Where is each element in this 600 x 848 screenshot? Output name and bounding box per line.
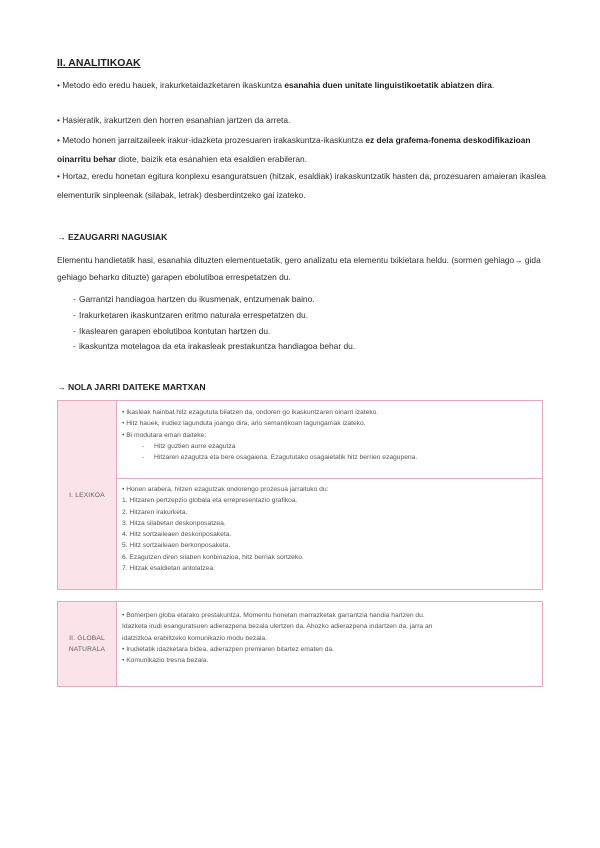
cell-line: • Irudietatik idazketara bidea, adierazpen premiaren bitartez ematen da. bbox=[122, 645, 335, 653]
sub-dash: - bbox=[142, 454, 145, 462]
global-label-line-1: II. GLOBAL bbox=[69, 635, 105, 642]
step-line: 2. Hitzaren irakurketa. bbox=[122, 508, 188, 516]
list-item bbox=[57, 339, 537, 355]
lexica-label: I. LEXIKOA bbox=[69, 492, 105, 499]
lexica-label-cell bbox=[58, 401, 117, 589]
step-line: 6. Ezagutzen diren silaben konbinazioa, hitz berriak sortzeko. bbox=[122, 553, 304, 561]
list-item bbox=[57, 324, 537, 340]
features-text: Elementu handietatik hasi, esanahia dituzten elementuetatik, gero analizatu eta elementu txikietara heldu. (sormen gehiago→ gida gehiago beharko dituzte) garapen ebolutiboa errespetatzen du. bbox=[57, 255, 541, 282]
list-item-text: Ikaslearen garapen ebolutiboa kontutan hartzen du. bbox=[79, 325, 271, 336]
global-label-cell bbox=[58, 602, 117, 686]
sub-line-text: Hitz guztien aurre ezagutza bbox=[154, 442, 236, 450]
list-item-text: ikaskuntza motelagoa da eta irakasleak prestakuntza handiagoa behar du. bbox=[79, 341, 356, 352]
lexica-top-cell bbox=[122, 407, 536, 463]
list-item bbox=[57, 292, 537, 308]
list-item-text: Garrantzi handiagoa hartzen du ikusmenak, entzumenak baino. bbox=[79, 294, 315, 304]
step-line: 4. Hitz sortzaileaen deskonposaketa. bbox=[122, 531, 232, 539]
global-label-line-2: NATURALA bbox=[68, 646, 106, 653]
intro-p1-bold: esanahia duen unitate linguistikoetatik abiatzen dira bbox=[284, 80, 492, 90]
cell-line: • Hitz hauek, irudiez lagunduta joango dira, arlo semantikoan lagungarriak izateko. bbox=[122, 420, 366, 428]
cell-line: • Ikasleak hainbat hitz ezagututa bilatzen da, ondoren go ikaskuntzaren oinarri izateko. bbox=[122, 409, 379, 416]
list-item bbox=[57, 308, 537, 324]
cell-line: idatzizkoa erabiltzeko komunikazio modu bezala. bbox=[122, 634, 267, 642]
list-dash: - bbox=[73, 309, 76, 320]
cell-line: Idazketa irudi esanguratsuen adierazpena bezala ulertzen da. Ahozko adierazpena indartzen da, jarra an bbox=[122, 623, 433, 631]
intro-p3-end: diote, baizik eta esanahien eta esaldien erabileran. bbox=[116, 154, 308, 164]
intro-paragraph-2: • Hasieratik, irakurtzen den horren esanahian jartzen da arreta. bbox=[57, 115, 291, 125]
list-dash: - bbox=[73, 325, 76, 336]
intro-p1-end: . bbox=[491, 80, 495, 90]
sub-line-text: Hitzaren ezagutza eta bere osagaiena. Ezagututako osagaietatik hitz berrien ezagupena. bbox=[154, 454, 418, 462]
cell-sub-line bbox=[122, 441, 536, 452]
section-title: II. ANALITIKOAK bbox=[57, 57, 141, 69]
list-item-text: Irakurketaren ikaskuntzaren eritmo naturala errespetatzen du. bbox=[79, 309, 309, 320]
features-heading: → EZAUGARRI NAGUSIAK bbox=[57, 232, 168, 242]
step-line: 5. Hitz sortzaileaen berkonposaketa. bbox=[122, 542, 231, 550]
intro-p3-bold: ez dela grafema-fonema deskodifikazioan oinarritu behar bbox=[57, 135, 531, 164]
intro-p1-text: • Metodo edo eredu hauek, irakurketaidazketaren ikaskuntza bbox=[57, 80, 285, 90]
intro-p3-text: • Metodo honen jarraitzaileek irakur-idazketa prozesuaren irakaskuntza-ikaskuntza bbox=[57, 135, 366, 145]
cell-line: • Bi modutara eman daiteke: bbox=[122, 431, 207, 439]
lexica-divider bbox=[116, 478, 542, 479]
intro-paragraph-4: • Hortaz, eredu honetan egitura konplexu esanguratsuen (hitzak, esaldiak) irakaskuntzatik hasten da, prozesuaren amaieran ikaslea elementurik sinpleenak (silabak, letrak) desberdintzeko gai izateko. bbox=[57, 171, 546, 200]
features-list bbox=[57, 292, 537, 355]
step-line: 3. Hitza silabetan deskonposatzea. bbox=[122, 519, 226, 527]
cell-line: • Komunikazio tresna bezala. bbox=[122, 657, 209, 665]
practice-heading: → NOLA JARRI DAITEKE MARTXAN bbox=[57, 382, 206, 392]
sub-dash: - bbox=[142, 442, 145, 450]
cell-line: • Honen arabera, hitzen ezagutzak ondorengo prozesua jarraituko du: bbox=[122, 486, 329, 493]
step-line: 7. Hitzak esaldietan antolatzea. bbox=[122, 565, 215, 573]
cell-line: • Bomerpen globa etarako prestakuntza. Momentu honetan marrazketak garrantzia handia hartzen du. bbox=[122, 612, 425, 619]
cell-sub-line bbox=[122, 452, 536, 463]
step-line: 1. Hitzaren pertzepzio globala eta errepresentazio grafikoa. bbox=[122, 497, 298, 505]
global-table bbox=[57, 601, 543, 687]
intro-paragraph-1 bbox=[57, 76, 547, 95]
list-dash: - bbox=[73, 294, 76, 304]
global-cell bbox=[122, 610, 536, 666]
lexica-steps-cell bbox=[122, 484, 536, 574]
intro-paragraph-3 bbox=[57, 131, 547, 169]
lexica-table bbox=[57, 400, 543, 590]
list-dash: - bbox=[73, 341, 76, 352]
